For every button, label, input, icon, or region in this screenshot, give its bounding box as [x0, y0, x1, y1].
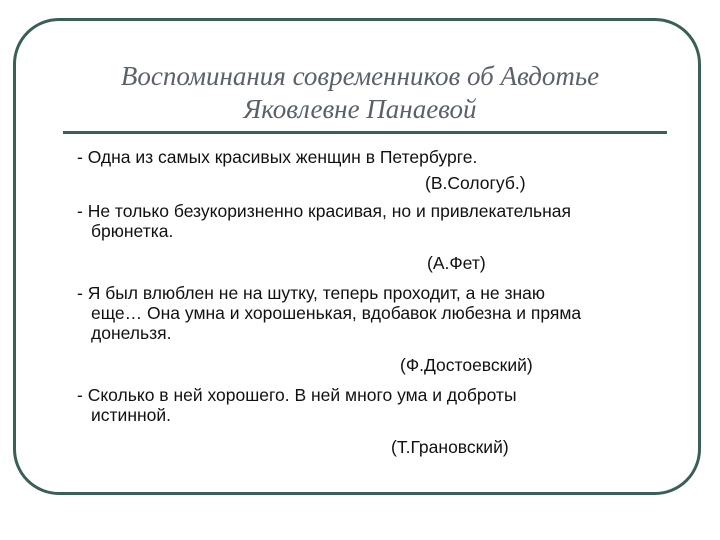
quote-block-sologub — [77, 147, 677, 195]
quote-line: - Сколько в ней хорошего. В ней много ума и доброты — [77, 385, 517, 405]
quote-line: донельзя. — [91, 323, 172, 343]
quote-author: (А.Фет) — [427, 253, 486, 273]
quote-block-dostoevsky — [77, 283, 677, 377]
quote-line: истинной. — [91, 405, 172, 425]
title-line-2: Яковлевне Панаевой — [243, 94, 477, 124]
quote-block-fet — [77, 201, 677, 275]
slide-title — [40, 60, 680, 126]
title-divider — [63, 131, 667, 134]
title-line-1: Воспоминания современников об Авдотье — [120, 61, 600, 91]
quote-line: брюнетка. — [91, 221, 174, 241]
quote-author: (Т.Грановский) — [391, 437, 509, 457]
quote-line: еще… Она умна и хорошенькая, вдобавок любезна и пряма — [91, 303, 582, 323]
quote-author: (В.Сологуб.) — [425, 173, 526, 193]
quotes-body — [77, 147, 677, 459]
quote-block-granovsky — [77, 385, 677, 459]
quote-line: - Не только безукоризненно красивая, но и привлекательная — [77, 201, 572, 221]
quote-author: (Ф.Достоевский) — [400, 355, 533, 375]
quote-line: - Я был влюблен не на шутку, теперь проходит, а не знаю — [77, 283, 546, 303]
quote-line: - Одна из самых красивых женщин в Петербурге. — [77, 147, 478, 167]
